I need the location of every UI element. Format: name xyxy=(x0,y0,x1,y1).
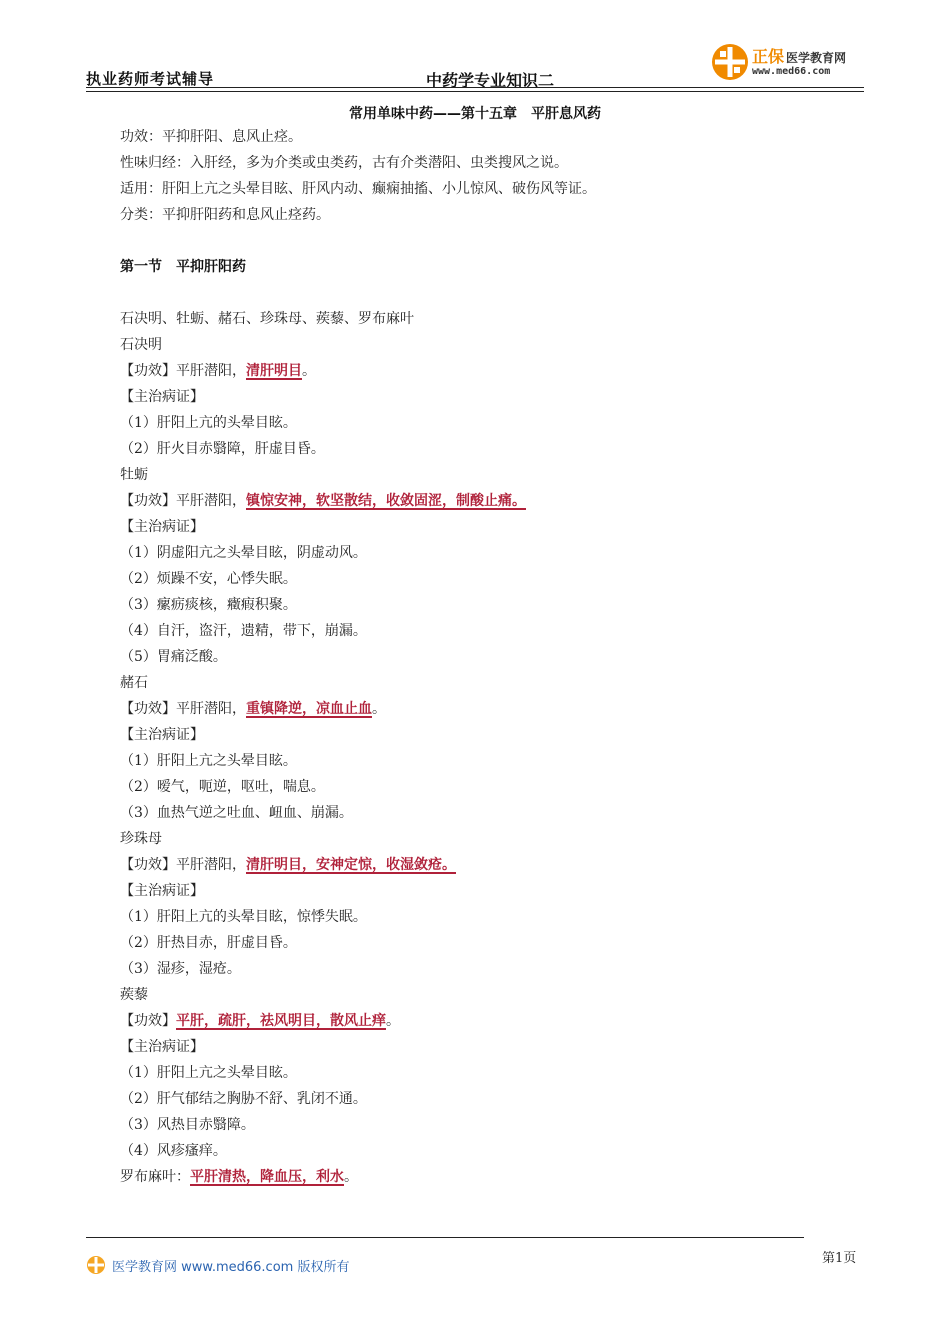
drug-effect xyxy=(120,488,840,514)
indication-item: （3）瘰疬痰核，癥瘕积聚。 xyxy=(120,597,297,613)
indication-item: （1）肝阳上亢之头晕目眩。 xyxy=(120,1065,297,1081)
footer-copyright[interactable]: 医学教育网 www.med66.com 版权所有 xyxy=(112,1260,350,1275)
indications-label: 【主治病证】 xyxy=(120,519,204,535)
drug-name: 赭石 xyxy=(120,675,148,691)
indications-label: 【主治病证】 xyxy=(120,389,204,405)
page-header xyxy=(86,40,864,92)
effect-label: 【功效】 xyxy=(120,857,176,873)
logo-brand-text: 正保 xyxy=(752,47,785,66)
drug-list: 石决明、牡蛎、赭石、珍珠母、蒺藜、罗布麻叶 xyxy=(120,311,414,327)
section-title: 第一节 平抑肝阳药 xyxy=(120,259,246,275)
drug-effect xyxy=(120,358,840,384)
logo-url: www.med66.com xyxy=(752,66,831,77)
drug-name: 珍珠母 xyxy=(120,831,162,847)
effect-highlight: 清肝明目 xyxy=(246,363,302,379)
document-title: 常用单味中药——第十五章 平肝息风药 xyxy=(349,106,601,122)
indication-item: （1）阴虚阳亢之头晕目眩，阴虚动风。 xyxy=(120,545,367,561)
indications-label: 【主治病证】 xyxy=(120,1039,204,1055)
header-center-title: 中药学专业知识二 xyxy=(426,71,555,90)
indication-item: （2）嗳气，呃逆，呕吐，喘息。 xyxy=(120,779,325,795)
effect-prefix: 平肝潜阳， xyxy=(176,363,246,379)
indications-label: 【主治病证】 xyxy=(120,883,204,899)
luobuma-line xyxy=(120,1164,840,1190)
indication-item: （3）血热气逆之吐血、衄血、崩漏。 xyxy=(120,805,353,821)
indications-label: 【主治病证】 xyxy=(120,727,204,743)
page-number: 第1页 xyxy=(822,1251,857,1266)
indication-item: （3）湿疹，湿疮。 xyxy=(120,961,241,977)
indication-item: （2）烦躁不安，心悸失眠。 xyxy=(120,571,297,587)
spacer xyxy=(120,280,840,306)
drug-effect xyxy=(120,852,840,878)
indication-item: （5）胃痛泛酸。 xyxy=(120,649,227,665)
brand-logo[interactable] xyxy=(710,42,870,84)
footer-rule xyxy=(86,1237,804,1238)
drug-name: 石决明 xyxy=(120,337,162,353)
effect-label: 【功效】 xyxy=(120,363,176,379)
effect-highlight: 平肝，疏肝，祛风明目，散风止痒 xyxy=(176,1013,386,1029)
header-rule-thin xyxy=(86,91,864,92)
drug-effect xyxy=(120,696,840,722)
effect-label: 【功效】 xyxy=(120,1013,176,1029)
spacer xyxy=(120,228,840,254)
document-body xyxy=(120,124,840,1190)
header-rule-thick xyxy=(86,87,864,88)
luobuma-prefix: 罗布麻叶： xyxy=(120,1169,190,1185)
luobuma-end: 。 xyxy=(344,1169,358,1185)
logo-brand-sub: 医学教育网 xyxy=(786,51,847,65)
effect-end: 。 xyxy=(302,363,316,379)
logo-emblem-icon xyxy=(710,42,750,82)
drug-name: 牡蛎 xyxy=(120,467,148,483)
effect-highlight: 清肝明目，安神定惊，收湿敛疮。 xyxy=(246,857,456,873)
intro-nature: 性味归经：入肝经，多为介类或虫类药，古有介类潜阳、虫类搜风之说。 xyxy=(120,155,568,171)
intro-indication: 适用：肝阳上亢之头晕目眩、肝风内动、癫痫抽搐、小儿惊风、破伤风等证。 xyxy=(120,181,596,197)
effect-prefix: 平肝潜阳， xyxy=(176,493,246,509)
intro-classification: 分类：平抑肝阳药和息风止痉药。 xyxy=(120,207,330,223)
effect-end: 。 xyxy=(386,1013,400,1029)
effect-prefix: 平肝潜阳， xyxy=(176,857,246,873)
indication-item: （3）风热目赤翳障。 xyxy=(120,1117,255,1133)
footer-logo-icon xyxy=(86,1255,106,1275)
indication-item: （2）肝气郁结之胸胁不舒、乳闭不通。 xyxy=(120,1091,367,1107)
luobuma-highlight: 平肝清热，降血压，利水 xyxy=(190,1169,344,1185)
indication-item: （4）风疹瘙痒。 xyxy=(120,1143,227,1159)
indication-item: （2）肝热目赤，肝虚目昏。 xyxy=(120,935,297,951)
indication-item: （1）肝阳上亢的头晕目眩，惊悸失眠。 xyxy=(120,909,367,925)
indication-item: （2）肝火目赤翳障，肝虚目昏。 xyxy=(120,441,325,457)
effect-end: 。 xyxy=(372,701,386,717)
header-left-title: 执业药师考试辅导 xyxy=(86,70,215,88)
effect-label: 【功效】 xyxy=(120,701,176,717)
drug-name: 蒺藜 xyxy=(120,987,148,1003)
logo-brand xyxy=(752,44,846,67)
effect-label: 【功效】 xyxy=(120,493,176,509)
indication-item: （4）自汗，盗汗，遗精，带下，崩漏。 xyxy=(120,623,367,639)
intro-effect: 功效：平抑肝阳、息风止痉。 xyxy=(120,129,302,145)
indication-item: （1）肝阳上亢之头晕目眩。 xyxy=(120,753,297,769)
effect-prefix: 平肝潜阳， xyxy=(176,701,246,717)
drug-effect xyxy=(120,1008,840,1034)
indication-item: （1）肝阳上亢的头晕目眩。 xyxy=(120,415,297,431)
effect-highlight: 镇惊安神，软坚散结，收敛固涩，制酸止痛。 xyxy=(246,493,526,509)
effect-highlight: 重镇降逆，凉血止血 xyxy=(246,701,372,717)
